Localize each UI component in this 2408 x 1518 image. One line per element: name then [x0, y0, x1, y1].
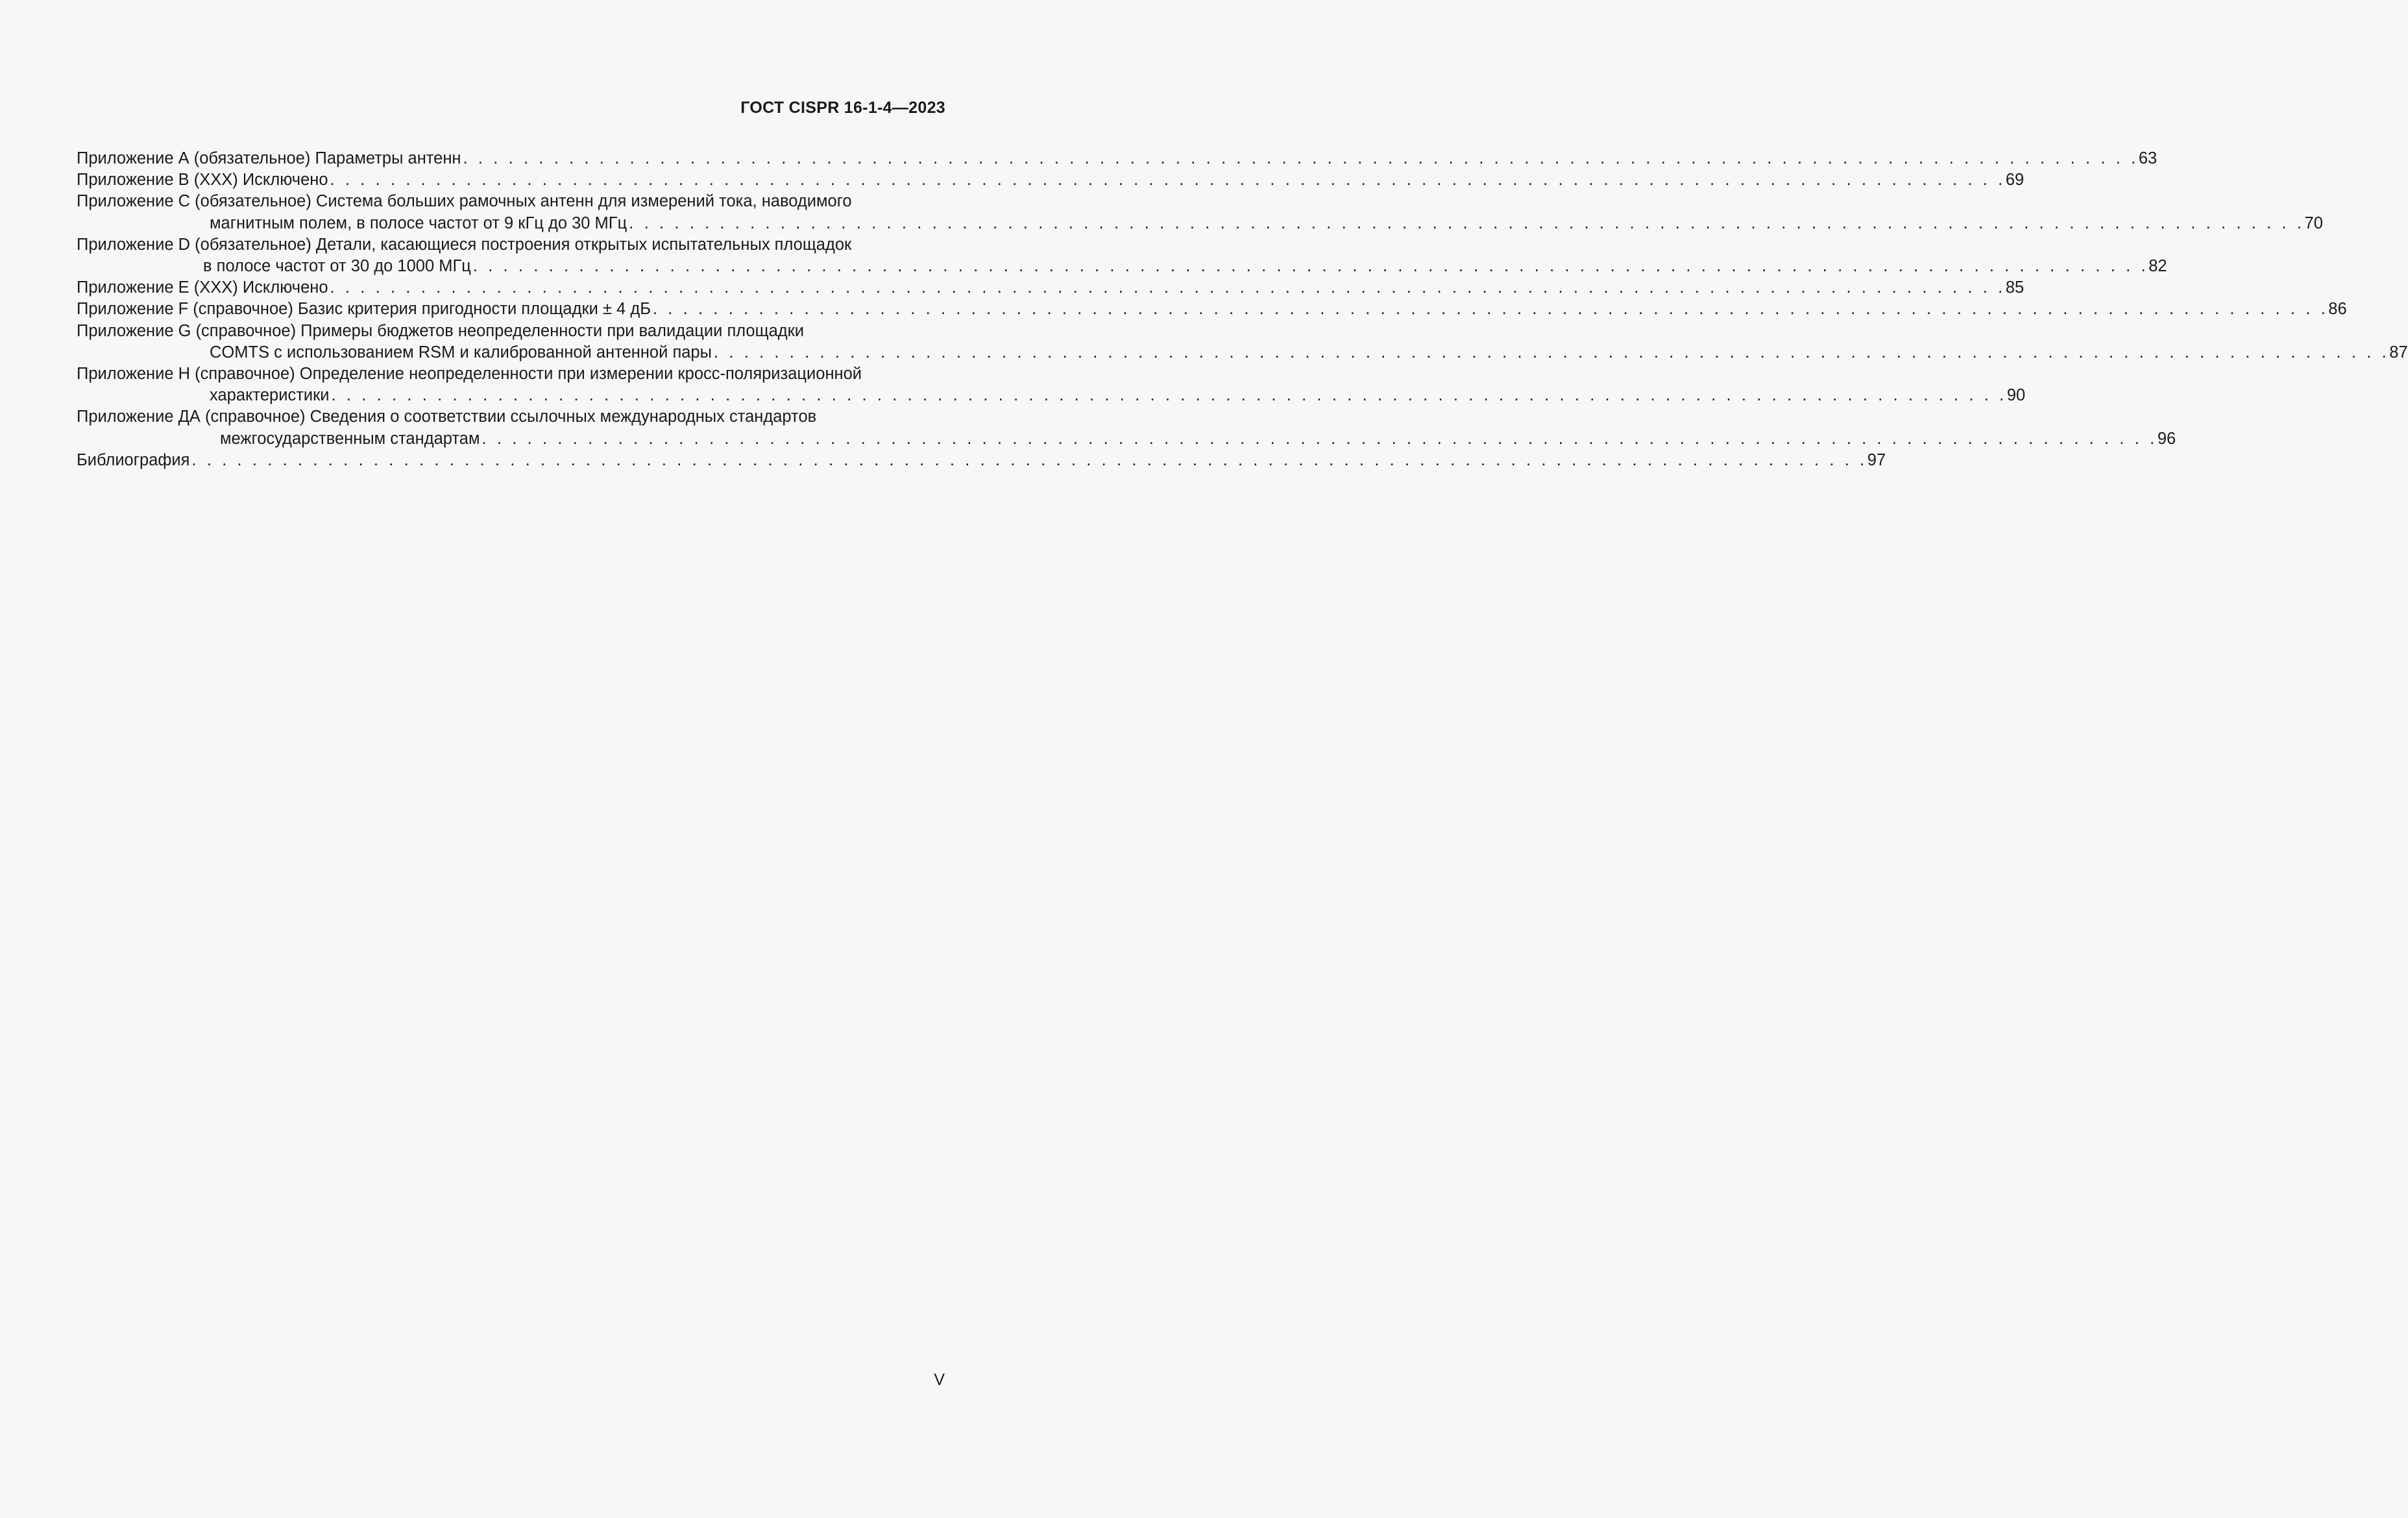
toc-page-number: 82: [2148, 257, 2167, 276]
toc-entry-line: [77, 169, 2025, 191]
toc-page-number: 96: [2157, 429, 2176, 448]
toc-entry-bibliography[interactable]: [77, 450, 1886, 471]
toc-entry-appendix-f[interactable]: [77, 299, 2347, 320]
page-number: V: [934, 1371, 945, 1389]
toc-entry-line: [77, 385, 2026, 406]
toc-page-number: 69: [2005, 171, 2025, 190]
toc-entry-title: Приложение F (справочное) Базис критерия пригодности площадки ± 4 дБ: [77, 300, 651, 319]
toc-entry-title-line: Приложение Н (справочное) Определение неопределенности при измерении кросс-поляризационной: [77, 365, 862, 384]
toc-entry-appendix-e[interactable]: [77, 277, 2025, 299]
toc-entry-title-continuation: в полосе частот от 30 до 1000 МГц: [203, 257, 471, 276]
toc-entry-title: Приложение В (ХХХ) Исключено: [77, 171, 328, 190]
toc-dot-leader: . . . . . . . . . . . . . . . . . . . . . . . . . . . . . . . . . . . . . . . . . . . . . . . . . . . . . . . . . . . . . . . . . . . . . . . . . . . . . . . . . . . . . . . . . . . . . . . . . . . . . . . . . . . . . . .: [652, 300, 2329, 319]
toc-entry-line: [77, 213, 2323, 234]
toc-entry-line: [77, 342, 2408, 363]
toc-entry-title-continuation: магнитным полем, в полосе частот от 9 кГц до 30 МГц: [210, 214, 627, 232]
toc-entry-title-continuation: межгосударственным стандартам: [220, 429, 480, 448]
toc-entry-line: [77, 299, 2347, 320]
toc-dot-leader: . . . . . . . . . . . . . . . . . . . . . . . . . . . . . . . . . . . . . . . . . . . . . . . . . . . . . . . . . . . . . . . . . . . . . . . . . . . . . . . . . . . . . . . . . . . . . . . . . . . . . . . . . . . . . . .: [330, 278, 2006, 297]
toc-page-number: 85: [2005, 278, 2025, 297]
toc-entry-title-line: Приложение С (обязательное) Система больших рамочных антенн для измерений тока, наводимого: [77, 192, 852, 211]
toc-entry-title-continuation: характеристики: [210, 386, 330, 405]
toc-entry-line: [77, 277, 2025, 299]
toc-page-number: 63: [2138, 149, 2158, 167]
toc-entry-appendix-h[interactable]: [77, 363, 2026, 406]
toc-entry-title: Приложение А (обязательное) Параметры антенн: [77, 149, 461, 167]
toc-entry-appendix-c[interactable]: [77, 191, 2323, 234]
toc-entry-appendix-b[interactable]: [77, 169, 2025, 191]
toc-entry-title-line: Приложение ДА (справочное) Сведения о соответствии ссылочных международных стандартов: [77, 408, 817, 426]
toc-entry-appendix-da[interactable]: [77, 406, 2176, 449]
toc-dot-leader: . . . . . . . . . . . . . . . . . . . . . . . . . . . . . . . . . . . . . . . . . . . . . . . . . . . . . . . . . . . . . . . . . . . . . . . . . . . . . . . . . . . . . . . . . . . . . . . . . . . . . . . . . . . . . . .: [713, 343, 2390, 361]
toc-entry-appendix-a[interactable]: [77, 148, 2158, 169]
toc-entry-line: [77, 428, 2176, 450]
toc-entry-line: [77, 450, 1886, 471]
toc-entry-appendix-d[interactable]: [77, 234, 2167, 277]
toc-entry-line: [77, 256, 2167, 277]
toc-entry-title-line: Приложение G (справочное) Примеры бюджетов неопределенности при валидации площадки: [77, 321, 805, 340]
toc-entry-title: Библиография: [77, 450, 190, 469]
document-standard-id: ГОСТ CISPR 16-1-4—2023: [740, 99, 945, 117]
toc-entry-title: Приложение Е (ХХХ) Исключено: [77, 278, 328, 297]
toc-dot-leader: . . . . . . . . . . . . . . . . . . . . . . . . . . . . . . . . . . . . . . . . . . . . . . . . . . . . . . . . . . . . . . . . . . . . . . . . . . . . . . . . . . . . . . . . . . . . . . . . . . . . . . . . . . . . . . .: [191, 450, 1867, 469]
toc-entry-title-continuation: COMTS с использованием RSM и калиброванной антенной пары: [210, 343, 712, 361]
toc-dot-leader: . . . . . . . . . . . . . . . . . . . . . . . . . . . . . . . . . . . . . . . . . . . . . . . . . . . . . . . . . . . . . . . . . . . . . . . . . . . . . . . . . . . . . . . . . . . . . . . . . . . . . . . . . . . . . . .: [331, 386, 2007, 405]
toc-page-number: 87: [2389, 343, 2408, 361]
toc-dot-leader: . . . . . . . . . . . . . . . . . . . . . . . . . . . . . . . . . . . . . . . . . . . . . . . . . . . . . . . . . . . . . . . . . . . . . . . . . . . . . . . . . . . . . . . . . . . . . . . . . . . . . . . . . . . . . . .: [481, 429, 2158, 448]
toc-page-number: 97: [1867, 450, 1886, 469]
toc-dot-leader: . . . . . . . . . . . . . . . . . . . . . . . . . . . . . . . . . . . . . . . . . . . . . . . . . . . . . . . . . . . . . . . . . . . . . . . . . . . . . . . . . . . . . . . . . . . . . . . . . . . . . . . . . . . . . . .: [330, 171, 2006, 190]
toc-page-number: 86: [2328, 300, 2347, 319]
toc-dot-leader: . . . . . . . . . . . . . . . . . . . . . . . . . . . . . . . . . . . . . . . . . . . . . . . . . . . . . . . . . . . . . . . . . . . . . . . . . . . . . . . . . . . . . . . . . . . . . . . . . . . . . . . . . . . . . . .: [463, 149, 2139, 167]
toc-entry-title-line: Приложение D (обязательное) Детали, касающиеся построения открытых испытательных площадок: [77, 235, 852, 254]
toc-dot-leader: . . . . . . . . . . . . . . . . . . . . . . . . . . . . . . . . . . . . . . . . . . . . . . . . . . . . . . . . . . . . . . . . . . . . . . . . . . . . . . . . . . . . . . . . . . . . . . . . . . . . . . . . . . . . . . .: [629, 214, 2305, 232]
toc-dot-leader: . . . . . . . . . . . . . . . . . . . . . . . . . . . . . . . . . . . . . . . . . . . . . . . . . . . . . . . . . . . . . . . . . . . . . . . . . . . . . . . . . . . . . . . . . . . . . . . . . . . . . . . . . . . . . . .: [472, 257, 2149, 276]
toc-page-number: 70: [2304, 214, 2323, 232]
toc-entry-line: [77, 148, 2158, 169]
toc-entry-appendix-g[interactable]: [77, 321, 2408, 363]
toc-page-number: 90: [2006, 386, 2026, 405]
table-of-contents: [77, 148, 2408, 471]
